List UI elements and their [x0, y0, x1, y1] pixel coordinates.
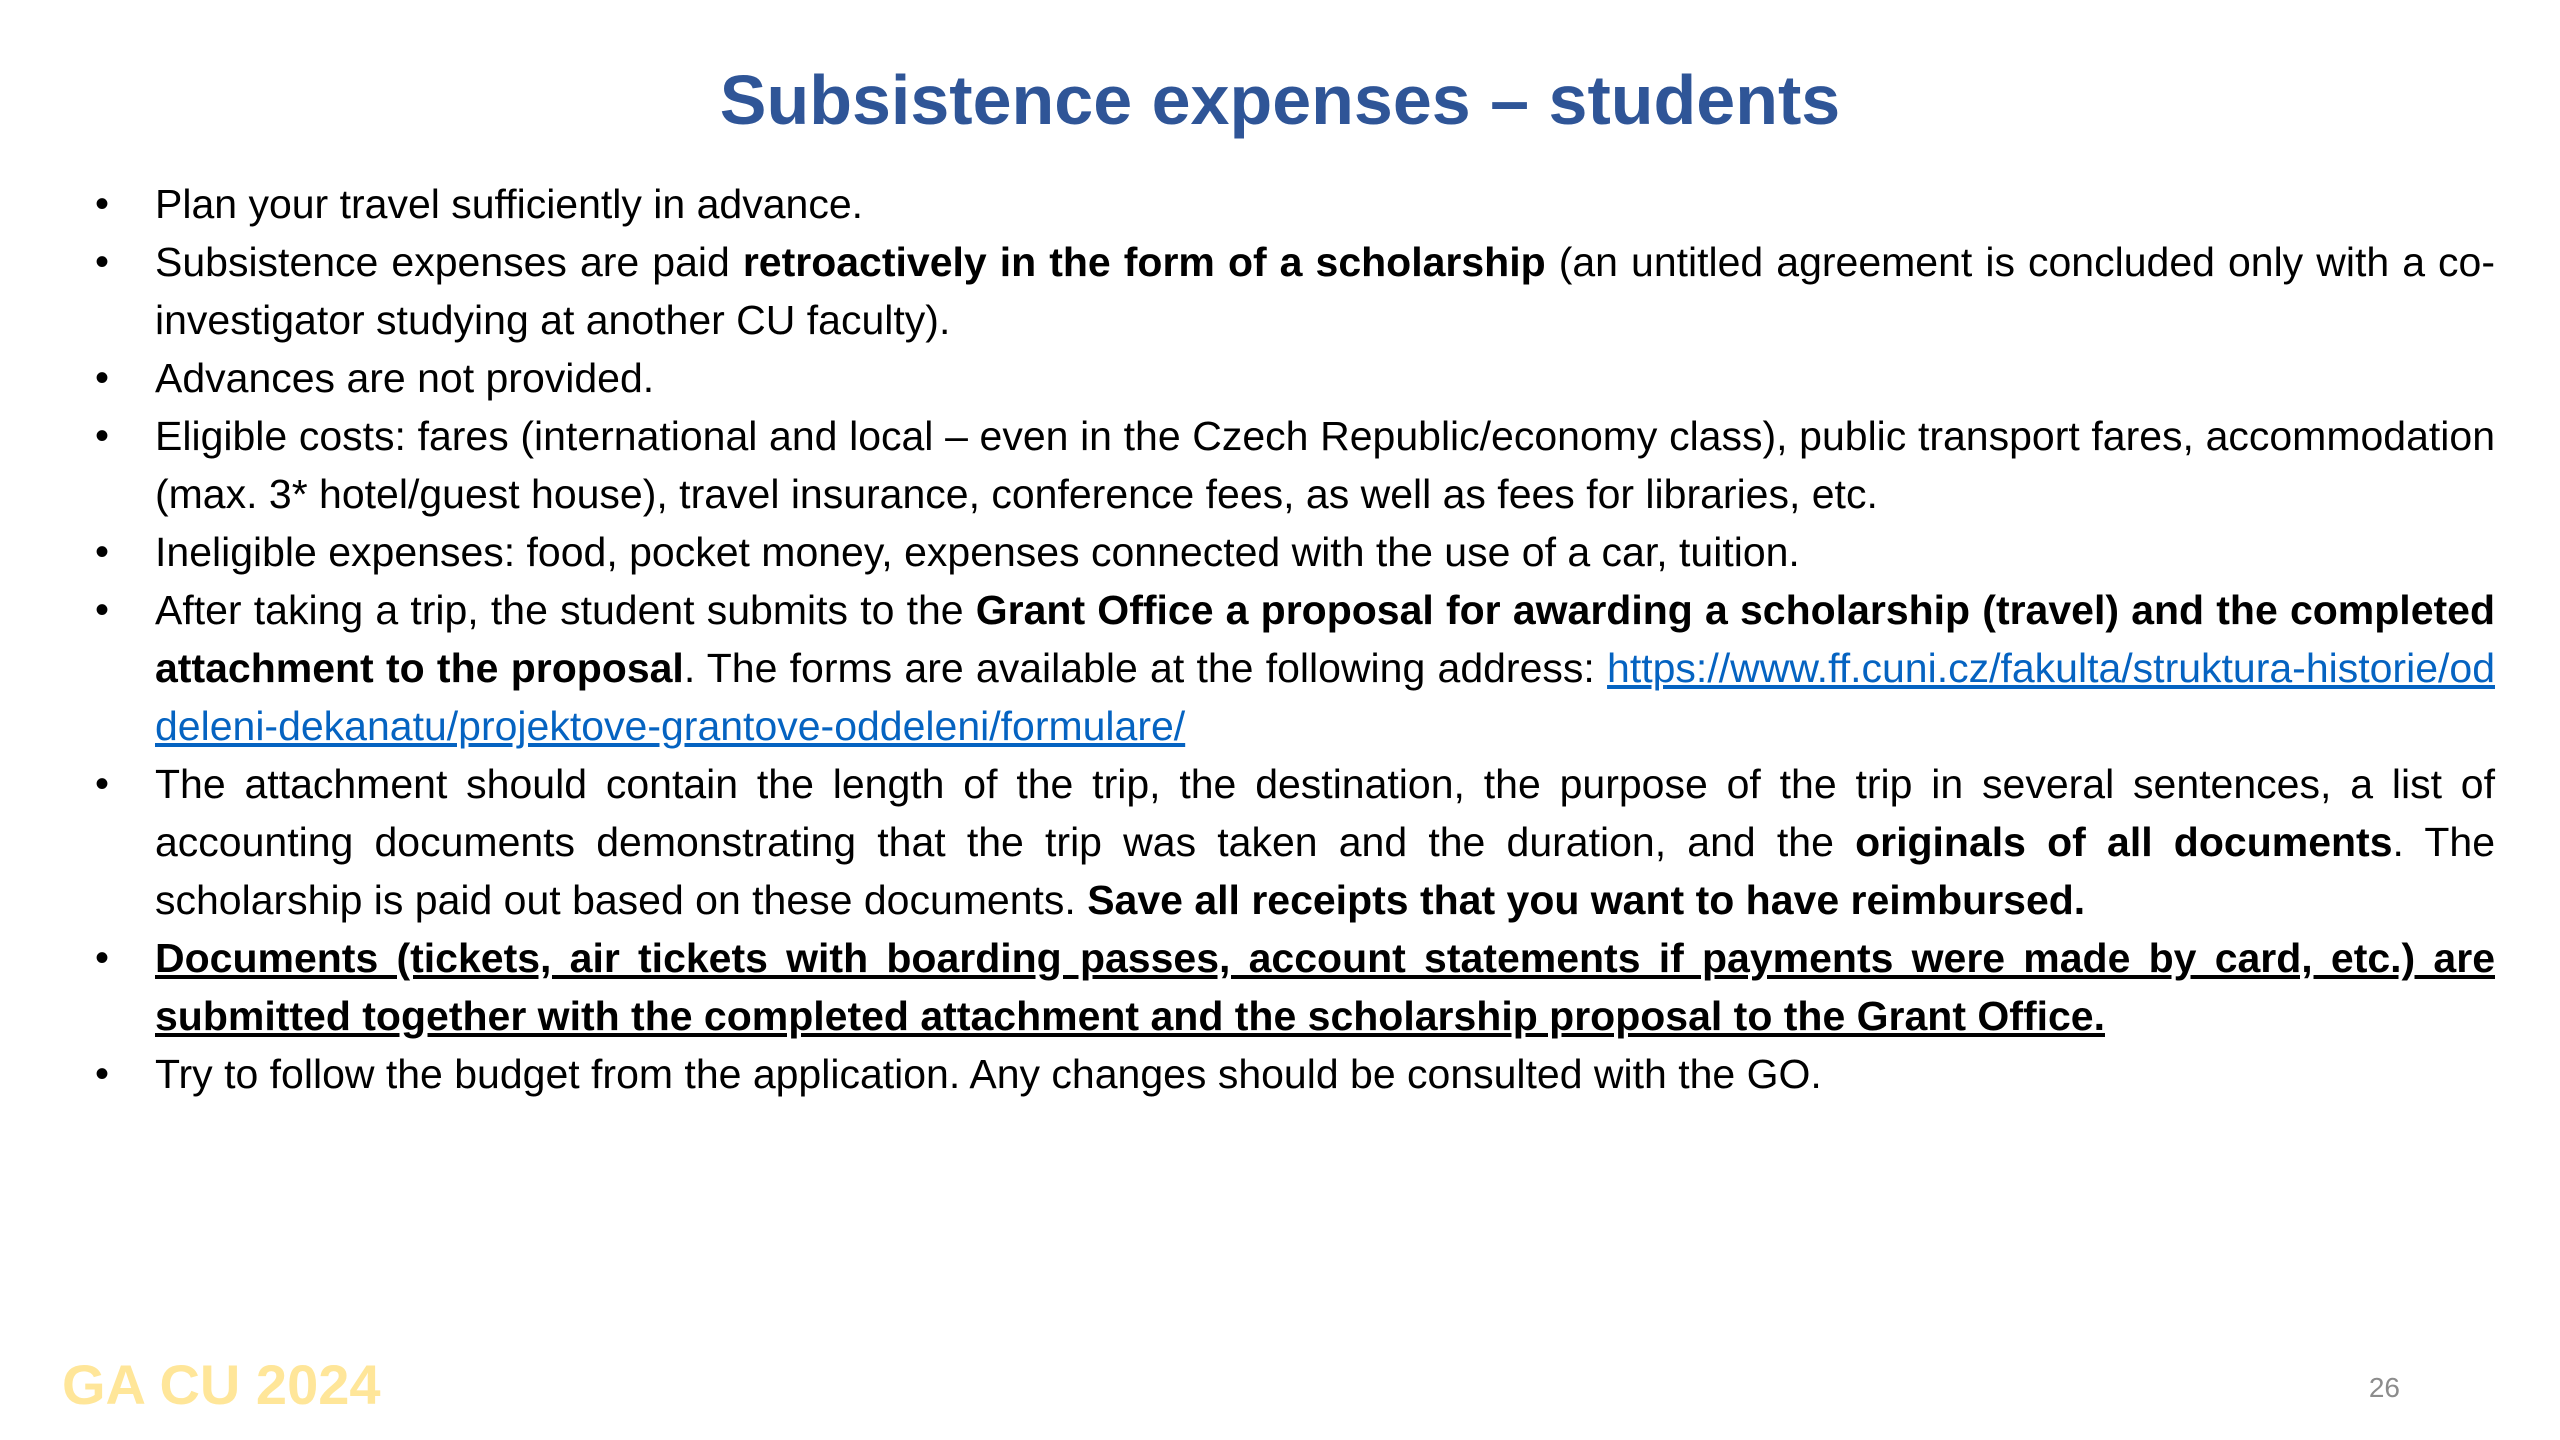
- bullet-text: The attachment should contain the length of the trip, the destination, the purpose of the trip in several sentences, a list of accounting documents demonstrating that the trip was taken and the duration, and the: [155, 761, 2495, 865]
- bullet-text: (an untitled agreement is concluded only with a co-investigator studying at another CU faculty).: [155, 239, 2495, 343]
- slide-title: Subsistence expenses – students: [719, 61, 1841, 139]
- bullet-emphasis: Grant Office a proposal for awarding a scholarship (travel) and the completed attachment to the proposal: [155, 587, 2495, 691]
- bullet-text: Ineligible expenses: food, pocket money, expenses connected with the use of a car, tuition.: [155, 529, 1800, 575]
- bullet-documents-submission: [155, 929, 2495, 1045]
- bullet-text: . The forms are available at the following address:: [683, 645, 1608, 691]
- bullet-text: Advances are not provided.: [155, 355, 655, 401]
- bullet-emphasis: retroactively in the form of a scholarship: [742, 239, 1546, 285]
- bullet-text: Plan your travel sufficiently in advance.: [155, 181, 864, 227]
- bullet-text: Eligible costs: fares (international and local – even in the Czech Republic/economy class), public transport fares, accommodation (max. 3* hotel/guest house), travel insurance, conference fees, as well as fees for libraries, etc.: [155, 413, 2495, 517]
- bullet-emphasis: originals of all documents: [1855, 819, 2393, 865]
- bullet-advances: [155, 349, 2495, 407]
- bullet-text: Try to follow the budget from the application. Any changes should be consulted with the GO.: [155, 1051, 1822, 1097]
- bullet-text: After taking a trip, the student submits to the: [155, 587, 976, 633]
- forms-link[interactable]: https://www.ff.cuni.cz/fakulta/struktura-historie/oddeleni-dekanatu/projektove-grantove-oddeleni/formulare/: [155, 645, 2495, 749]
- bullet-list: [155, 175, 2495, 1103]
- bullet-text: . The scholarship is paid out based on these documents.: [155, 819, 2495, 923]
- bullet-emphasis-underlined: Documents (tickets, air tickets with boarding passes, account statements if payments were made by card, etc.) are submitted together with the completed attachment and the scholarship proposal to the Grant Office.: [155, 935, 2495, 1039]
- bullet-subsistence-paid: [155, 233, 2495, 349]
- bullet-text: Subsistence expenses are paid: [155, 239, 743, 285]
- footer-label: GA CU 2024: [62, 1353, 381, 1416]
- bullet-follow-budget: [155, 1045, 2495, 1103]
- bullet-attachment-content: [155, 755, 2495, 929]
- bullet-ineligible-expenses: [155, 523, 2495, 581]
- bullet-eligible-costs: [155, 407, 2495, 523]
- bullet-after-trip: [155, 581, 2495, 755]
- bullet-emphasis: Save all receipts that you want to have reimbursed.: [1087, 877, 2086, 923]
- bullet-plan-travel: [155, 175, 2495, 233]
- page-number: 26: [2368, 1372, 2400, 1403]
